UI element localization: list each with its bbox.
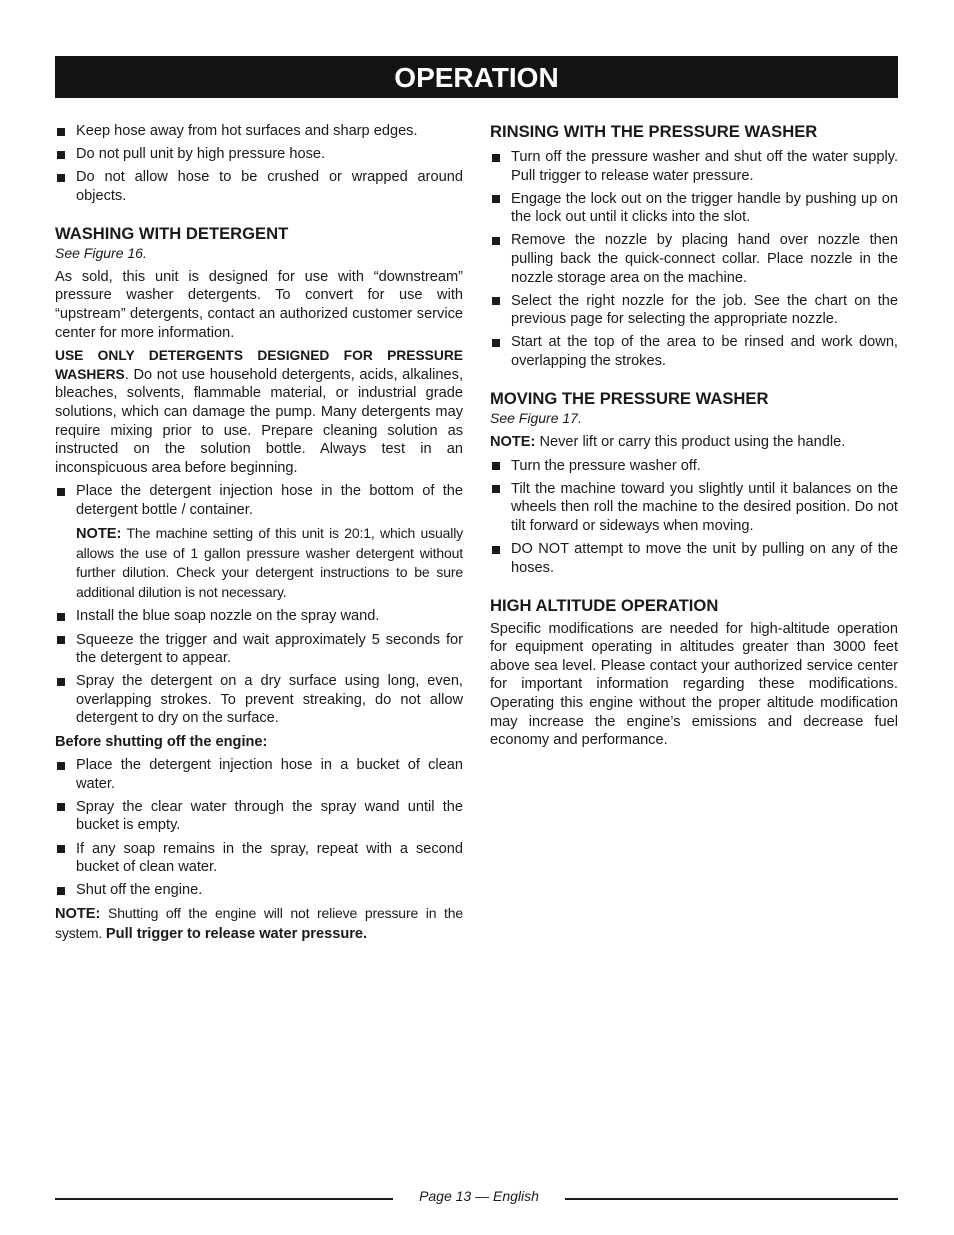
- section-heading-rinsing: RINSING WITH THE PRESSURE WASHER: [490, 122, 818, 141]
- list-item: Turn off the pressure washer and shut off the water supply. Pull trigger to release water pressure.: [490, 148, 898, 185]
- rinsing-bullets: [490, 148, 898, 371]
- list-item: Start at the top of the area to be rinsed and work down, overlapping the strokes.: [490, 333, 898, 370]
- list-item: Install the blue soap nozzle on the spray wand.: [55, 607, 463, 626]
- list-item: Squeeze the trigger and wait approximately 5 seconds for the detergent to appear.: [55, 631, 463, 668]
- section-heading-washing: WASHING WITH DETERGENT: [55, 223, 289, 243]
- list-item: Turn the pressure washer off.: [490, 457, 898, 476]
- list-item: Do not pull unit by high pressure hose.: [55, 145, 463, 164]
- hose-bullets: [55, 122, 463, 205]
- left-column: [55, 122, 463, 948]
- paragraph: Specific modifications are needed for high-altitude operation for equipment operating in altitudes greater than 3000 feet above sea level. Please contact your authorized service center for important information regarding these modifications. Operating this engine without the proper altitude modification may increase the engine’s emissions and decrease fuel economy and performance.: [490, 620, 898, 749]
- list-item: Spray the detergent on a dry surface using long, even, overlapping strokes. To prevent streaking, do not allow detergent to dry on the surface.: [55, 672, 463, 728]
- shutoff-steps: [55, 756, 463, 900]
- paragraph: As sold, this unit is designed for use with “downstream” pressure washer detergents. To convert for use with “upstream” detergents, contact an authorized customer service center for more information.: [55, 268, 463, 341]
- list-item: DO NOT attempt to move the unit by pulling on any of the hoses.: [490, 540, 898, 577]
- moving-bullets: [490, 457, 898, 578]
- note: NOTE: The machine setting of this unit is 20:1, which usually allows the use of 1 gallon pressure washer detergent without further dilution. Check your detergent instructions to be sure additional dilution is not necessary.: [76, 525, 463, 600]
- detergent-steps: [55, 607, 463, 728]
- list-item: Select the right nozzle for the job. See the chart on the previous page for selecting the appropriate nozzle.: [490, 292, 898, 329]
- warning-bold: USE ONLY DETERGENTS DESIGNED FOR PRESSURE WASHERS: [55, 348, 463, 382]
- right-column: [490, 122, 898, 755]
- list-item: Tilt the machine toward you slightly until it balances on the wheels then roll the machine to the desired position. Do not tilt forward or sideways when moving.: [490, 480, 898, 536]
- figure-reference: See Figure 17.: [490, 410, 582, 427]
- section-heading-moving: MOVING THE PRESSURE WASHER: [490, 389, 769, 409]
- list-item: Engage the lock out on the trigger handle by pushing up on the lock out until it clicks into the slot.: [490, 190, 898, 227]
- section-heading-altitude: HIGH ALTITUDE OPERATION: [490, 595, 719, 615]
- list-item: Remove the nozzle by placing hand over nozzle then pulling back the quick-connect collar. Place nozzle in the nozzle storage area on the machine.: [490, 231, 898, 287]
- list-item: Do not allow hose to be crushed or wrapped around objects.: [55, 168, 463, 205]
- footer-rule-left: [55, 1198, 393, 1200]
- page-banner: [55, 56, 898, 98]
- list-item: If any soap remains in the spray, repeat with a second bucket of clean water.: [55, 840, 463, 877]
- note: NOTE: Never lift or carry this product using the handle.: [490, 434, 846, 451]
- list-item: Spray the clear water through the spray wand until the bucket is empty.: [55, 798, 463, 835]
- list-item: Place the detergent injection hose in a bucket of clean water.: [55, 756, 463, 793]
- banner-title: OPERATION: [394, 62, 559, 93]
- list-item: Shut off the engine.: [55, 881, 463, 900]
- list-item: Keep hose away from hot surfaces and sharp edges.: [55, 122, 463, 141]
- footer-rule-right: [565, 1198, 898, 1200]
- paragraph: USE ONLY DETERGENTS DESIGNED FOR PRESSURE WASHERS. Do not use household detergents, acids, alkalines, bleaches, solvents, flammable material, or industrial grade solutions, which can damage the pump. Many detergents may require mixing prior to use. Prepare cleaning solution as instructed on the solution bottle. Always test in an inconspicuous area before beginning.: [55, 348, 463, 476]
- list-item: Place the detergent injection hose in the bottom of the detergent bottle / container.: [55, 482, 463, 519]
- subheading-before-shutoff: Before shutting off the engine:: [55, 733, 268, 750]
- final-note: NOTE: Shutting off the engine will not relieve pressure in the system. Pull trigger to release water pressure.: [55, 905, 463, 942]
- detergent-bullets: [55, 482, 463, 519]
- page-number: Page 13 — English: [419, 1188, 539, 1204]
- figure-reference: See Figure 16.: [55, 244, 147, 261]
